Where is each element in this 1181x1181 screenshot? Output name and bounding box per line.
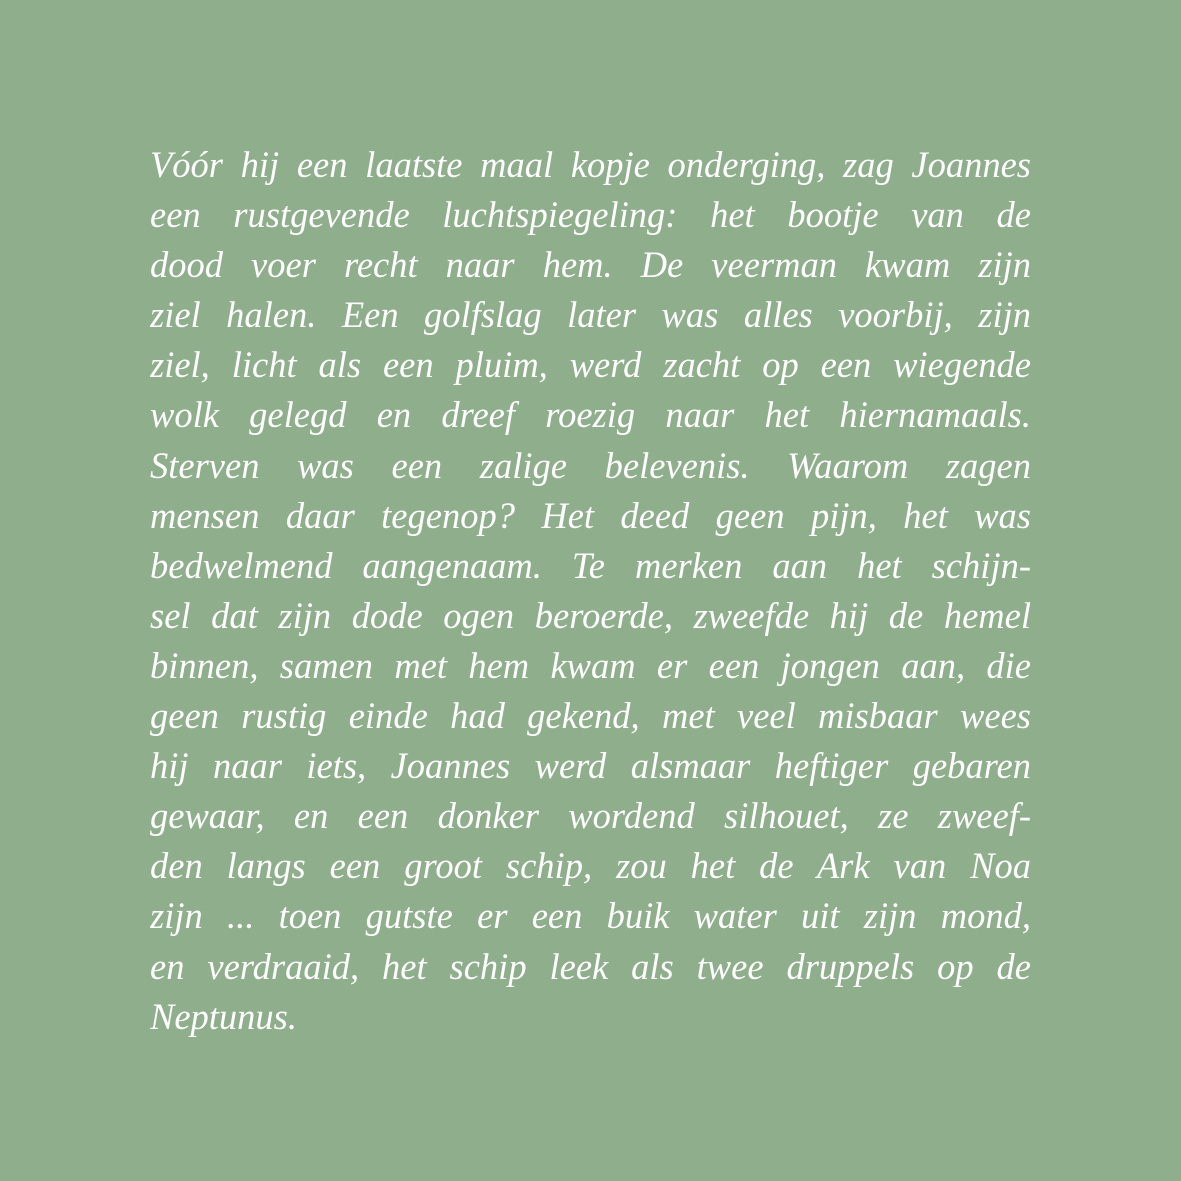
paragraph-line-9: bedwelmend aangenaam. Te merken aan het schijn- [150,544,1031,586]
story-paragraph [150,140,1031,1042]
paragraph-line-18: Neptunus. [150,995,298,1037]
paragraph-line-1: Vóór hij een laatste maal kopje onderging, zag Joannes [150,144,1031,185]
paragraph-line-15: den langs een groot schip, zou het de Ark van Noa [150,845,1031,887]
paragraph-line-6: wolk gelegd en dreef roezig naar het hiernamaals. [150,394,1031,436]
paragraph-line-14: gewaar, en een donker wordend silhouet, ze zweef- [150,795,1031,837]
paragraph-line-3: dood voer recht naar hem. De veerman kwam zijn [150,244,1031,286]
paragraph-line-5: ziel, licht als een pluim, werd zacht op een wiegende [150,344,1031,386]
paragraph-line-4: ziel halen. Een golfslag later was alles voorbij, zijn [150,294,1031,336]
paragraph-line-10: sel dat zijn dode ogen beroerde, zweefde hij de hemel [150,594,1031,636]
paragraph-line-7: Sterven was een zalige belevenis. Waarom zagen [150,444,1031,486]
paragraph-line-16: zijn ... toen gutste er een buik water uit zijn mond, [150,895,1031,937]
paragraph-line-12: geen rustig einde had gekend, met veel misbaar wees [150,695,1031,737]
paragraph-line-8: mensen daar tegenop? Het deed geen pijn, het was [150,494,1031,536]
paragraph-line-13: hij naar iets, Joannes werd alsmaar heftiger gebaren [150,745,1031,787]
paragraph-line-17: en verdraaid, het schip leek als twee druppels op de [150,945,1031,987]
paragraph-line-11: binnen, samen met hem kwam er een jongen aan, die [150,644,1031,686]
paragraph-line-2: een rustgevende luchtspiegeling: het bootje van de [150,194,1031,236]
